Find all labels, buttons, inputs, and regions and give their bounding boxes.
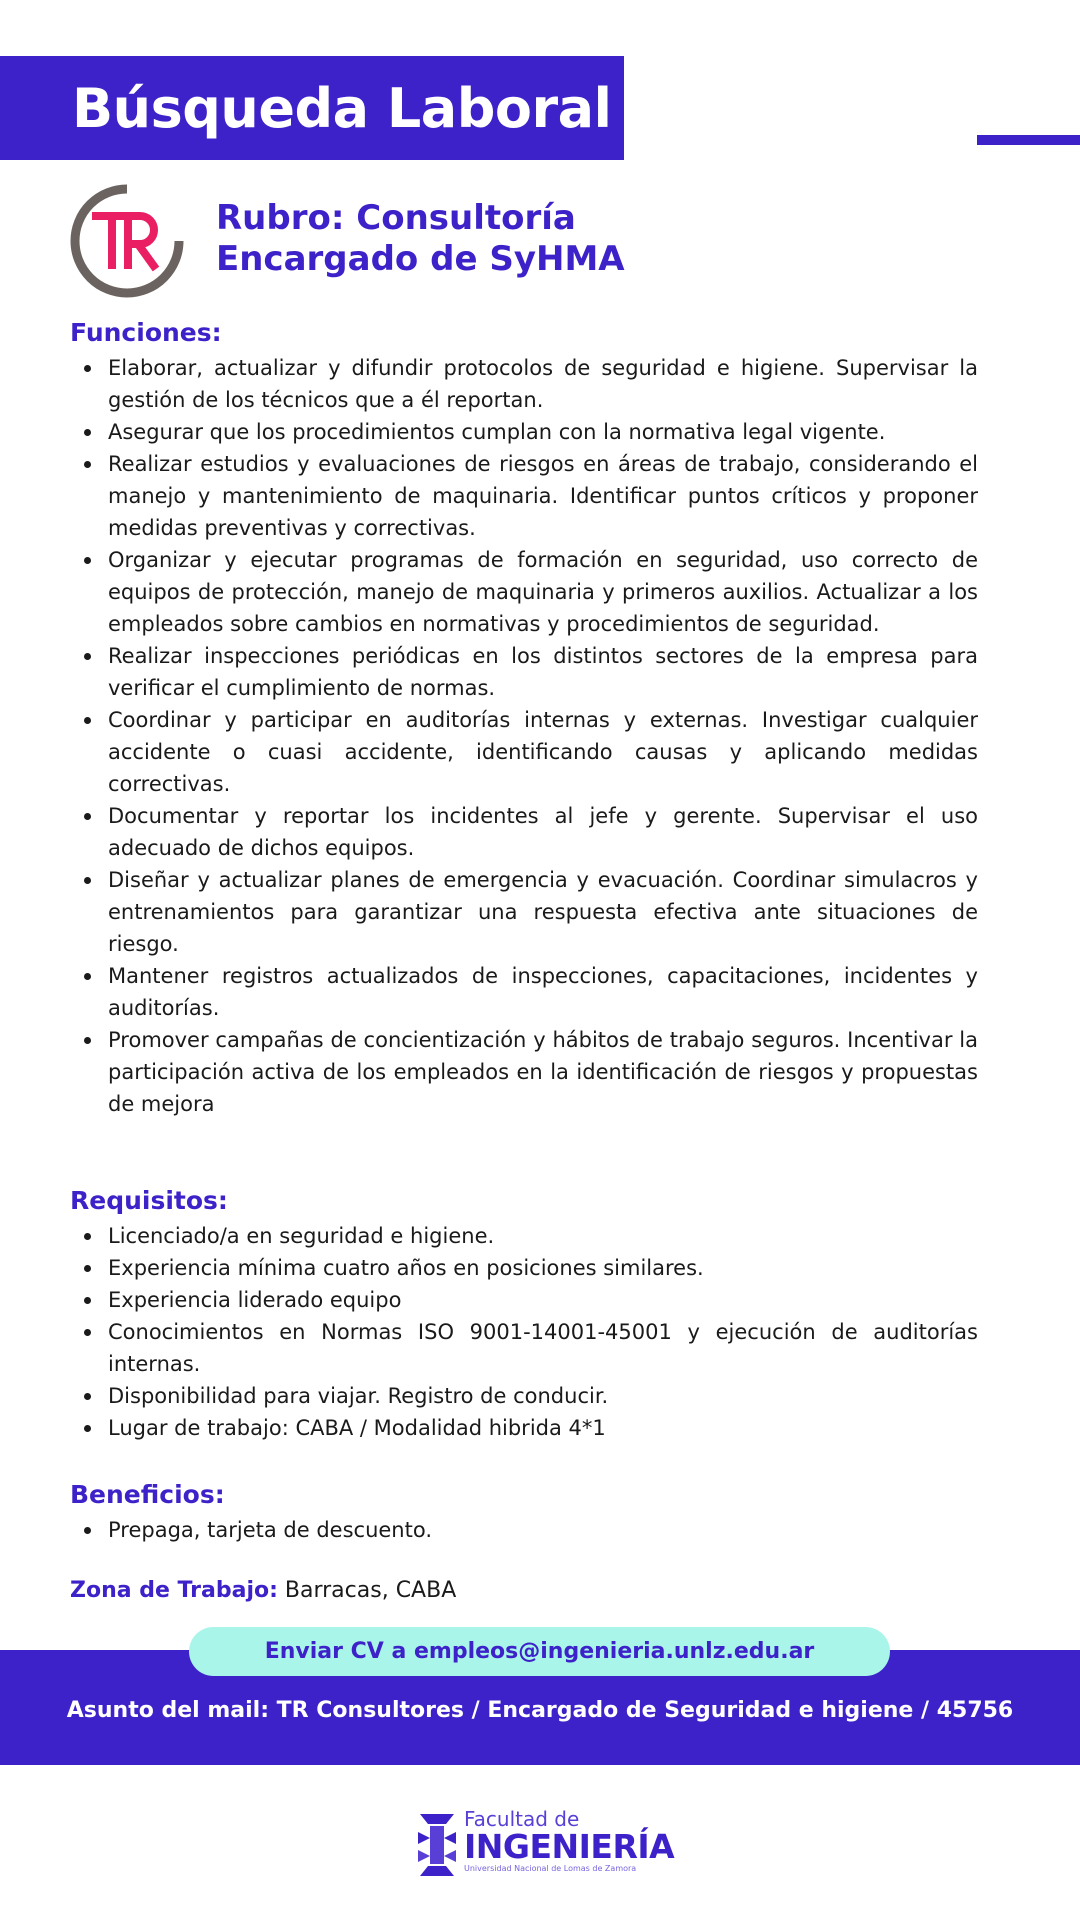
accent-bar [977, 135, 1080, 145]
list-item: Licenciado/a en seguridad e higiene. [70, 1220, 978, 1252]
list-item: Documentar y reportar los incidentes al jefe y gerente. Supervisar el uso adecuado de dichos equipos. [70, 800, 978, 864]
list-item: Organizar y ejecutar programas de formación en seguridad, uso correcto de equipos de protección, manejo de maquinaria y primeros auxilios. Actualizar a los empleados sobre cambios en normativas y procedimientos de seguridad. [70, 544, 978, 640]
page-title: Búsqueda Laboral [72, 76, 612, 140]
tr-consultores-logo-icon [70, 184, 184, 298]
list-item: Disponibilidad para viajar. Registro de conducir. [70, 1380, 978, 1412]
list-item: Diseñar y actualizar planes de emergencia y evacuación. Coordinar simulacros y entrenamientos para garantizar una respuesta efectiva ante situaciones de riesgo. [70, 864, 978, 960]
rubro-line: Rubro: Consultoría [216, 198, 576, 238]
funciones-list [70, 352, 978, 1120]
requisitos-list [70, 1220, 978, 1444]
list-item: Conocimientos en Normas ISO 9001-14001-45001 y ejecución de auditorías internas. [70, 1316, 978, 1380]
list-item: Asegurar que los procedimientos cumplan con la normativa legal vigente. [70, 416, 978, 448]
list-item: Lugar de trabajo: CABA / Modalidad hibrida 4*1 [70, 1412, 978, 1444]
faculty-label: Facultad de [464, 1807, 580, 1831]
ingenieria-unlz-icon [416, 1812, 458, 1878]
list-item: Coordinar y participar en auditorías internas y externas. Investigar cualquier accidente o cuasi accidente, identificando causas y aplicando medidas correctivas. [70, 704, 978, 800]
beneficios-heading: Beneficios: [70, 1480, 225, 1509]
list-item: Promover campañas de concientización y hábitos de trabajo seguros. Incentivar la participación activa de los empleados en la identificación de riesgos y propuestas de mejora [70, 1024, 978, 1120]
list-item: Mantener registros actualizados de inspecciones, capacitaciones, incidentes y auditorías. [70, 960, 978, 1024]
mail-subject: Asunto del mail: TR Consultores / Encargado de Seguridad e higiene / 45756 [66, 1698, 1014, 1723]
send-cv-button[interactable]: Enviar CV a empleos@ingenieria.unlz.edu.ar [189, 1627, 890, 1676]
list-item: Prepaga, tarjeta de descuento. [70, 1514, 978, 1546]
position-title: Encargado de SyHMA [216, 239, 625, 279]
list-item: Experiencia liderado equipo [70, 1284, 978, 1316]
list-item: Experiencia mínima cuatro años en posiciones similares. [70, 1252, 978, 1284]
faculty-logo [416, 1808, 676, 1880]
list-item: Elaborar, actualizar y difundir protocolos de seguridad e higiene. Supervisar la gestión de los técnicos que a él reportan. [70, 352, 978, 416]
header-banner [0, 56, 624, 160]
rubro-block [216, 198, 625, 280]
list-item: Realizar inspecciones periódicas en los distintos sectores de la empresa para verificar el cumplimiento de normas. [70, 640, 978, 704]
zona-line [70, 1578, 456, 1603]
university-name: Universidad Nacional de Lomas de Zamora [464, 1864, 637, 1873]
beneficios-list [70, 1514, 978, 1546]
requisitos-heading: Requisitos: [70, 1186, 228, 1215]
faculty-name: INGENIERÍA [464, 1827, 675, 1866]
funciones-heading: Funciones: [70, 318, 222, 347]
zona-value: Barracas, CABA [284, 1578, 457, 1603]
list-item: Realizar estudios y evaluaciones de riesgos en áreas de trabajo, considerando el manejo y mantenimiento de maquinaria. Identificar puntos críticos y proponer medidas preventivas y correctivas. [70, 448, 978, 544]
zona-label: Zona de Trabajo: [70, 1578, 278, 1603]
